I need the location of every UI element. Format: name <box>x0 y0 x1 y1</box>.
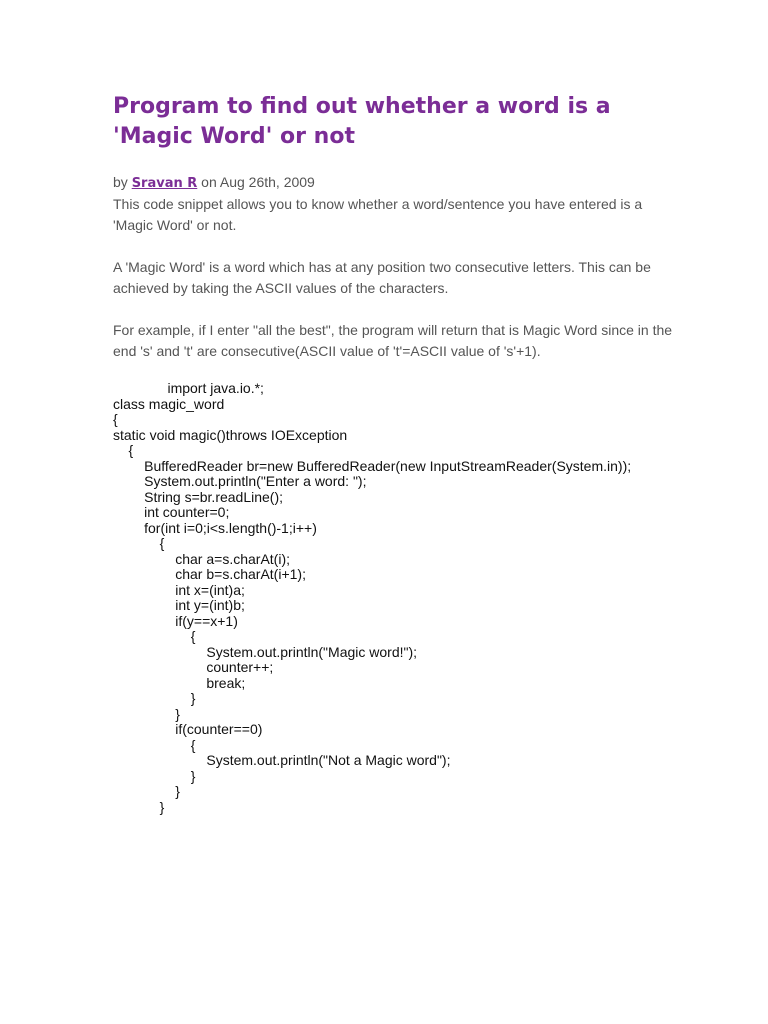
code-line: char b=s.charAt(i+1); <box>113 566 306 582</box>
author-link[interactable]: Sravan R <box>131 176 198 191</box>
code-line: } <box>113 690 196 706</box>
code-line: import java.io.*; <box>113 380 264 396</box>
code-line: class magic_word <box>113 395 225 412</box>
code-line: int counter=0; <box>113 504 230 520</box>
code-line: } <box>113 767 196 784</box>
code-line: System.out.println("Magic word!"); <box>113 643 418 660</box>
code-line: { <box>113 411 118 427</box>
byline-date: on Aug 26th, 2009 <box>197 174 315 190</box>
code-line: if(counter==0) <box>113 721 263 737</box>
code-line: { <box>113 736 196 753</box>
code-line: String s=br.readLine(); <box>113 488 284 505</box>
example-paragraph: For example, if I enter "all the best", the program will return that is Magic Word since in the end 's' and 't' are consecutive(ASCII value of 't'=ASCII value of 's'+1). <box>113 322 673 359</box>
code-line: { <box>113 535 165 551</box>
code-line: System.out.println("Enter a word: "); <box>113 473 367 489</box>
code-line: { <box>113 442 134 458</box>
code-line: int y=(int)b; <box>113 597 245 613</box>
article-title: Program to find out whether a word is a 'Magic Word' or not <box>113 94 611 149</box>
code-line: for(int i=0;i<s.length()-1;i++) <box>113 519 317 536</box>
code-line: static void magic()throws IOException <box>113 426 348 443</box>
code-line: System.out.println("Not a Magic word"); <box>113 752 451 768</box>
code-line: break; <box>113 674 246 691</box>
definition-paragraph: A 'Magic Word' is a word which has at any position two consecutive letters. This can be achieved by taking the ASCII values of the characters. <box>113 259 651 296</box>
code-line: char a=s.charAt(i); <box>113 550 290 567</box>
code-snippet <box>113 381 713 815</box>
code-line: { <box>113 628 196 644</box>
article <box>113 92 673 362</box>
code-line: } <box>113 783 180 799</box>
code-line: } <box>113 798 165 815</box>
code-line: int x=(int)a; <box>113 581 245 598</box>
byline-by: by <box>113 174 132 190</box>
code-line: if(y==x+1) <box>113 612 238 629</box>
code-line: BufferedReader br=new BufferedReader(new InputStreamReader(System.in)); <box>113 457 632 474</box>
byline <box>113 172 673 194</box>
code-line: } <box>113 705 180 722</box>
code-line: counter++; <box>113 659 274 675</box>
intro-paragraph: This code snippet allows you to know whether a word/sentence you have entered is a 'Magic Word' or not. <box>113 196 643 233</box>
